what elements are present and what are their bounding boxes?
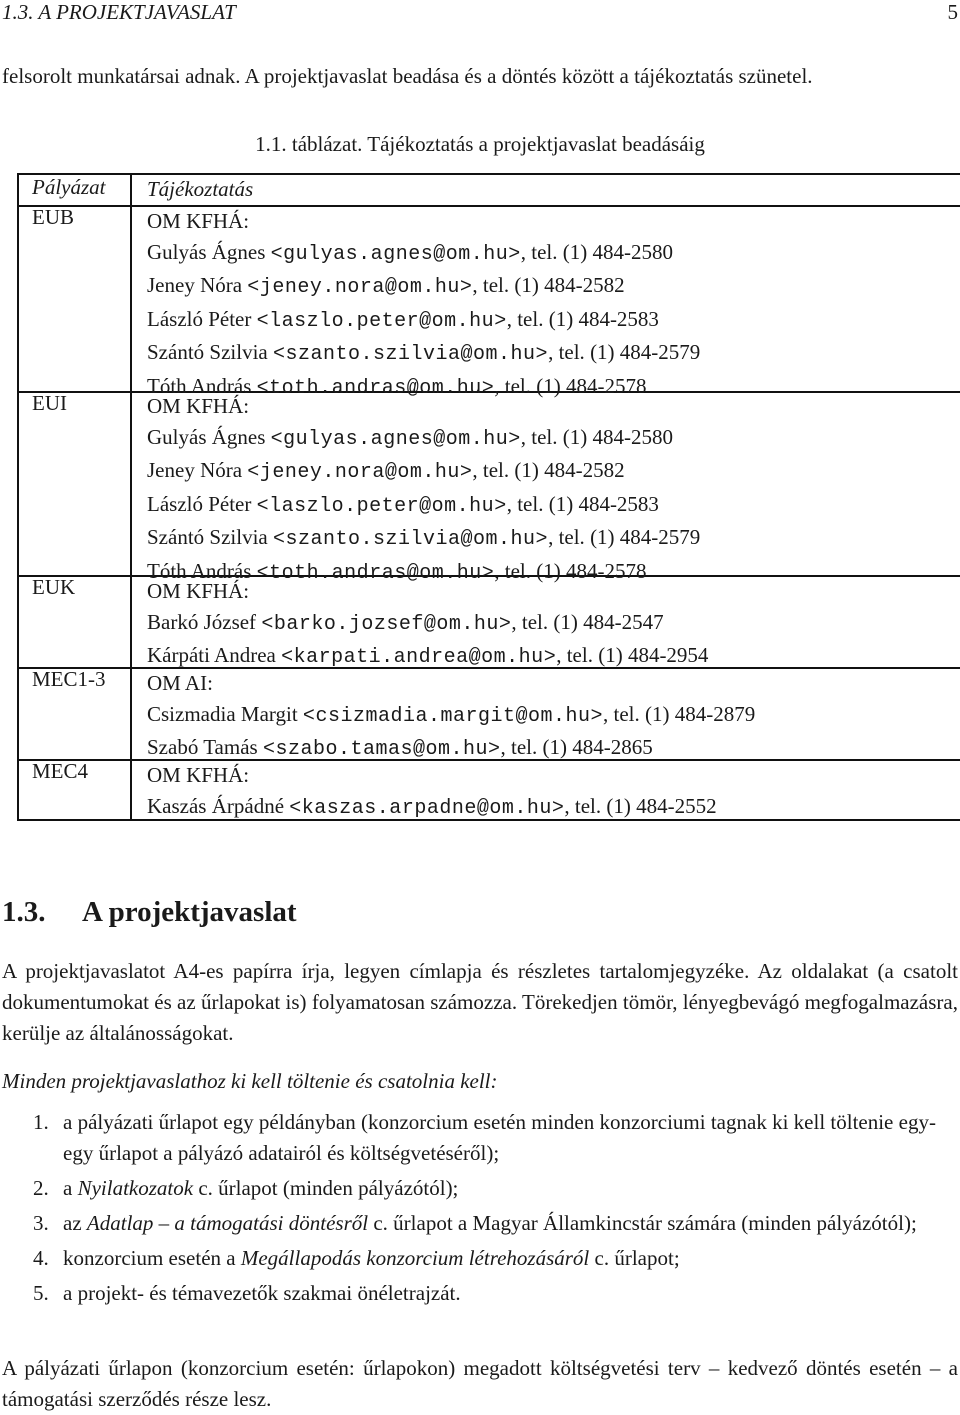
list-item-number: 5. [33,1281,49,1305]
contact-email-address: laszlo.peter@om.hu [269,309,495,333]
table-cell-info [147,391,700,590]
table-caption: 1.1. táblázat. Tájékoztatás a projektjavaslat beadásáig [255,132,705,156]
running-header [2,0,958,30]
contact-phone: (1) 484-2579 [590,340,701,365]
table-cell-program: MEC1-3 [32,667,106,691]
table-cell-program: EUI [32,391,67,415]
contact-phone: (1) 484-2583 [548,491,659,516]
contact-email: <csizmadia.margit@om.hu> [302,704,603,728]
contact-line: Jeney Nóra <jeney.nora@om.hu>, tel. (1) 484-2582 [147,273,625,300]
contact-phone: (1) 484-2552 [606,793,717,818]
organization-label: OM KFHÁ: [147,209,250,233]
closing-paragraph: A pályázati űrlapon (konzorcium esetén: űrlapokon) megadott költségvetési terv – kedvező döntés esetén – a támogatási szerződés része lesz. [2,1356,958,1411]
contact-email-address: karpati.andrea@om.hu [293,646,544,670]
contact-email-address: szanto.szilvia@om.hu [285,528,536,552]
contact-phone: (1) 484-2579 [590,525,701,550]
table-cell-info [147,576,708,674]
contact-name: Szántó Szilvia [147,525,268,550]
contact-line: László Péter <laszlo.peter@om.hu>, tel. (1) 484-2583 [147,306,659,333]
contact-phone: (1) 484-2582 [514,273,625,298]
contact-name: Gulyás Ágnes [147,424,266,449]
contact-email: <szanto.szilvia@om.hu> [272,528,549,552]
contact-phone: (1) 484-2578 [536,558,647,583]
contact-email: <laszlo.peter@om.hu> [256,494,507,518]
table-header-program: Pályázat [32,175,106,199]
contact-email: <kaszas.arpadne@om.hu> [289,796,565,820]
contact-line: Szántó Szilvia <szanto.szilvia@om.hu>, tel. (1) 484-2579 [147,525,701,552]
requirements-list [2,1107,958,1313]
list-item-text: a [63,1176,78,1200]
table-column-divider [130,175,132,819]
list-item-text: konzorcium esetén a [63,1246,241,1270]
contact-email-address: laszlo.peter@om.hu [269,494,495,518]
list-item-number: 1. [33,1110,49,1134]
form-name: Megállapodás konzorcium létrehozásáról [240,1246,590,1270]
contact-phone: (1) 484-2578 [536,373,647,398]
contact-email: <szabo.tamas@om.hu> [262,738,501,762]
list-item [2,1208,958,1239]
organization-label: OM AI: [147,671,213,695]
contact-email-address: kaszas.arpadne@om.hu [301,796,552,820]
contact-email-address: szabo.tamas@om.hu [275,738,489,762]
contact-email: <karpati.andrea@om.hu> [281,646,557,670]
intro-paragraph: felsorolt munkatársai adnak. A projektjavaslat beadása és a döntés között a tájékoztatás szünetel. [2,64,813,88]
contact-email-address: szanto.szilvia@om.hu [285,343,536,367]
contact-name: Jeney Nóra [147,458,243,483]
contact-phone: (1) 484-2879 [645,701,756,726]
contact-email: <szanto.szilvia@om.hu> [272,343,549,367]
contact-name: László Péter [147,306,252,331]
list-item-number: 4. [33,1246,49,1270]
contact-name: László Péter [147,491,252,516]
contact-email-address: toth.andras@om.hu [269,561,482,585]
contact-email-address: gulyas.agnes@om.hu [283,242,509,266]
page-number: 5 [947,0,958,24]
contact-email-address: barko.jozsef@om.hu [273,612,499,636]
list-item-text: a projekt- és témavezetők szakmai önéletrajzát. [63,1281,461,1305]
list-item [2,1107,958,1169]
contact-line: Jeney Nóra <jeney.nora@om.hu>, tel. (1) 484-2582 [147,458,625,485]
contact-line: Szabó Tamás <szabo.tamas@om.hu>, tel. (1) 484-2865 [147,735,653,762]
contact-name: Tóth András [147,373,252,398]
contact-email: <jeney.nora@om.hu> [247,461,473,485]
contact-email-address: jeney.nora@om.hu [259,461,460,485]
contact-email-address: gulyas.agnes@om.hu [283,427,509,451]
contact-line: Gulyás Ágnes <gulyas.agnes@om.hu>, tel. (1) 484-2580 [147,239,673,266]
contact-email-address: jeney.nora@om.hu [259,276,460,300]
list-item [2,1173,958,1204]
list-item-text: az [63,1211,87,1235]
table-cell-program: EUK [32,575,76,599]
list-item-number: 3. [33,1211,49,1235]
form-name: Nyilatkozatok [77,1176,194,1200]
contact-table [17,173,960,821]
contact-name: Szabó Tamás [147,735,258,760]
contact-name: Szántó Szilvia [147,340,268,365]
list-item [2,1243,958,1274]
contact-line: Csizmadia Margit <csizmadia.margit@om.hu>, tel. (1) 484-2879 [147,701,756,728]
table-cell-program: EUB [32,205,74,229]
table-cell-info [147,668,755,766]
list-item-number: 2. [33,1176,49,1200]
contact-name: Barkó József [147,609,257,634]
section-paragraph: A projektjavaslatot A4-es papírra írja, legyen címlapja és részletes tartalomjegyzéke. Az oldalakat (a csatolt dokumentumokat és az űrlapokat is) folyamatosan számozza. Törekedjen tömör, lényegbevágó megfogalmazásra, kerülje az általánosságokat. [2,959,958,1045]
contact-email: <toth.andras@om.hu> [256,561,495,585]
contact-phone: (1) 484-2954 [598,643,709,668]
list-item-text: c. űrlapot a Magyar Államkincstár számára (minden pályázótól); [368,1211,917,1235]
section-heading [2,896,297,929]
contact-email: <laszlo.peter@om.hu> [256,309,507,333]
contact-name: Csizmadia Margit [147,701,298,726]
contact-name: Tóth András [147,558,252,583]
section-number: 1.3. [2,896,46,928]
organization-label: OM KFHÁ: [147,763,250,787]
contact-line: László Péter <laszlo.peter@om.hu>, tel. (1) 484-2583 [147,491,659,518]
table-cell-program: MEC4 [32,759,89,783]
contact-email-address: toth.andras@om.hu [269,376,482,400]
contact-phone: (1) 484-2582 [514,458,625,483]
contact-email-address: csizmadia.margit@om.hu [315,704,591,728]
contact-phone: (1) 484-2580 [562,424,673,449]
list-item-text: a pályázati űrlapot egy példányban (konzorcium esetén minden konzorciumi tagnak ki kell töltenie egy-egy űrlapot a pályázó adatairól és költségvetéséről); [63,1110,936,1165]
organization-label: OM KFHÁ: [147,394,250,418]
running-header-title: 1.3. A PROJEKTJAVASLAT [2,0,236,24]
list-item-text: c. űrlapot; [589,1246,680,1270]
contact-name: Gulyás Ágnes [147,239,266,264]
section-title: A projektjavaslat [82,896,297,928]
list-intro: Minden projektjavaslathoz ki kell töltenie és csatolnia kell: [2,1069,498,1093]
organization-label: OM KFHÁ: [147,579,250,603]
contact-line: Kárpáti Andrea <karpati.andrea@om.hu>, tel. (1) 484-2954 [147,643,709,670]
contact-email: <gulyas.agnes@om.hu> [270,427,521,451]
table-header-info: Tájékoztatás [147,177,254,201]
contact-name: Jeney Nóra [147,273,243,298]
contact-email: <gulyas.agnes@om.hu> [270,242,521,266]
contact-email: <jeney.nora@om.hu> [247,276,473,300]
form-name: Adatlap – a támogatási döntésről [86,1211,369,1235]
contact-line: Kaszás Árpádné <kaszas.arpadne@om.hu>, tel. (1) 484-2552 [147,793,717,820]
contact-phone: (1) 484-2583 [548,306,659,331]
contact-phone: (1) 484-2580 [562,239,673,264]
contact-line: Tóth András <toth.andras@om.hu>, tel. (1) 484-2578 [147,558,647,585]
list-item-text: c. űrlapot (minden pályázótól); [193,1176,459,1200]
table-cell-info [147,760,717,824]
contact-name: Kárpáti Andrea [147,643,276,668]
contact-phone: (1) 484-2547 [553,609,664,634]
contact-email: <barko.jozsef@om.hu> [261,612,512,636]
table-cell-info [147,206,700,405]
contact-line: Szántó Szilvia <szanto.szilvia@om.hu>, tel. (1) 484-2579 [147,340,701,367]
contact-email: <toth.andras@om.hu> [256,376,495,400]
contact-name: Kaszás Árpádné [147,793,285,818]
list-item [2,1278,958,1309]
contact-line: Tóth András <toth.andras@om.hu>, tel. (1) 484-2578 [147,373,647,400]
contact-line: Barkó József <barko.jozsef@om.hu>, tel. (1) 484-2547 [147,609,664,636]
contact-line: Gulyás Ágnes <gulyas.agnes@om.hu>, tel. (1) 484-2580 [147,424,673,451]
contact-phone: (1) 484-2865 [542,735,653,760]
